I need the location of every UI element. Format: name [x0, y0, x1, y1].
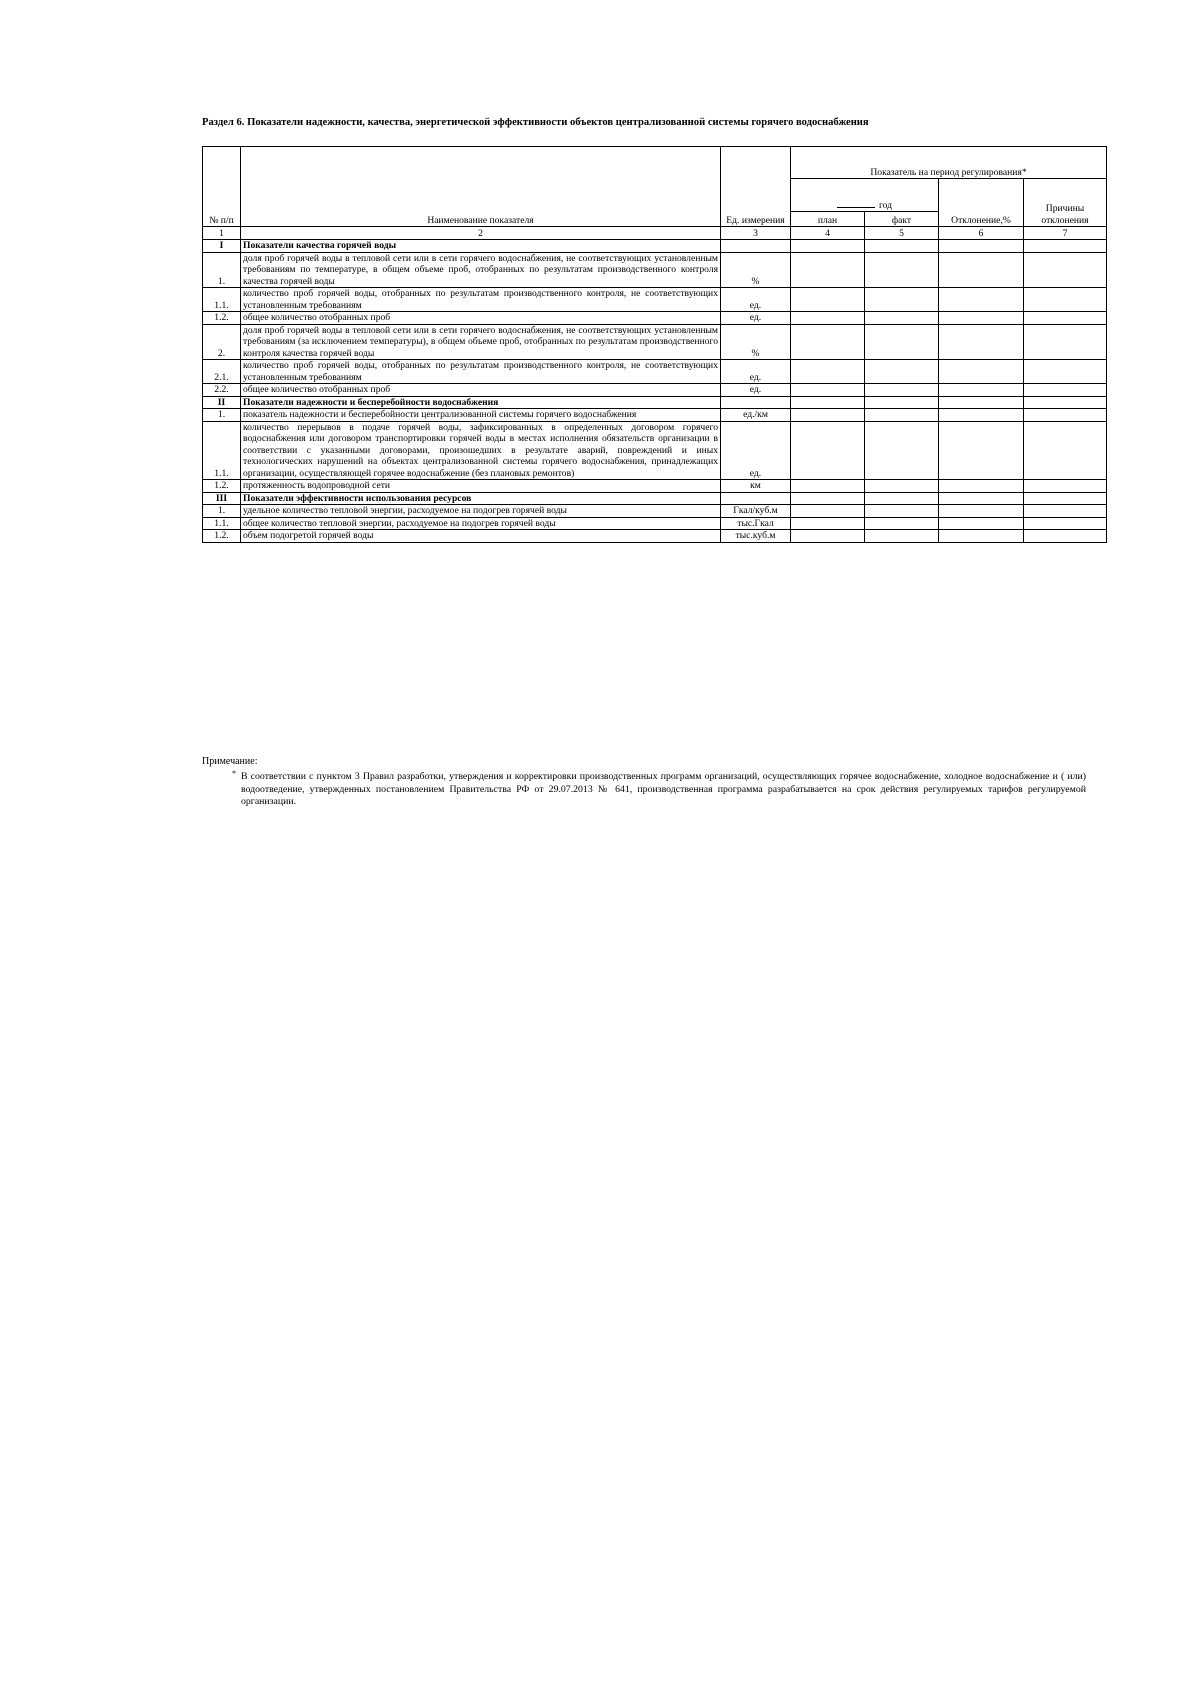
indicator-name: показатель надежности и бесперебойности централизованной системы горячего водоснабжения [241, 409, 721, 422]
note-body: В соответствии с пунктом 3 Правил разработки, утверждения и корректировки производственных программ организаций, осуществляющих горячее водоснабжение, холодное водоснабжение и ( или) водоотведение, утвержденных постановлением Правительства РФ от 29.07.2013 № 641, производственная программа разрабатывается на срок действия регулируемых тарифов регулируемой организации. [241, 771, 1086, 808]
fact-cell [865, 409, 939, 422]
unit-cell [721, 240, 791, 253]
row-number: 2.1. [203, 360, 241, 384]
deviation-cell [939, 396, 1024, 409]
unit-cell: ед. [721, 421, 791, 480]
reason-cell [1024, 288, 1107, 312]
fact-cell [865, 421, 939, 480]
indicator-name: доля проб горячей воды в тепловой сети или в сети горячего водоснабжения, не соответствующих установленным требованиям (за исключением температуры), в общем объеме проб, отобранных по результатам производственного контроля качества горячей воды [241, 324, 721, 360]
plan-cell [791, 421, 865, 480]
reason-cell [1024, 396, 1107, 409]
section-title: Раздел 6. Показатели надежности, качества, энергетической эффективности объектов централизованной системы горячего водоснабжения [202, 117, 869, 128]
plan-cell [791, 324, 865, 360]
section-name: Показатели надежности и бесперебойности водоснабжения [241, 396, 721, 409]
deviation-cell [939, 240, 1024, 253]
table-row [203, 409, 1107, 422]
fact-cell [865, 396, 939, 409]
deviation-cell [939, 480, 1024, 493]
section-row [203, 396, 1107, 409]
header-row-1 [203, 147, 1107, 179]
reason-cell [1024, 240, 1107, 253]
section-row [203, 240, 1107, 253]
col-number: 4 [791, 227, 865, 240]
plan-cell [791, 252, 865, 288]
col-number: 5 [865, 227, 939, 240]
header-reasons: Причины отклонения [1024, 179, 1107, 227]
deviation-cell [939, 530, 1024, 543]
reason-cell [1024, 360, 1107, 384]
table-row [203, 324, 1107, 360]
table-row [203, 360, 1107, 384]
row-number: 1.2. [203, 312, 241, 325]
plan-cell [791, 396, 865, 409]
reason-cell [1024, 492, 1107, 505]
row-number: 1.1. [203, 421, 241, 480]
fact-cell [865, 517, 939, 530]
deviation-cell [939, 312, 1024, 325]
deviation-cell [939, 492, 1024, 505]
table-row [203, 517, 1107, 530]
row-number: 2.2. [203, 384, 241, 397]
indicator-name: удельное количество тепловой энергии, расходуемое на подогрев горячей воды [241, 505, 721, 518]
deviation-cell [939, 252, 1024, 288]
plan-cell [791, 480, 865, 493]
year-blank [837, 198, 875, 208]
reason-cell [1024, 312, 1107, 325]
col-number: 3 [721, 227, 791, 240]
reason-cell [1024, 252, 1107, 288]
row-number: 1. [203, 252, 241, 288]
fact-cell [865, 324, 939, 360]
deviation-cell [939, 288, 1024, 312]
reason-cell [1024, 517, 1107, 530]
plan-cell [791, 288, 865, 312]
deviation-cell [939, 517, 1024, 530]
col-number: 6 [939, 227, 1024, 240]
table-row [203, 288, 1107, 312]
unit-cell: тыс.Гкал [721, 517, 791, 530]
fact-cell [865, 288, 939, 312]
unit-cell [721, 396, 791, 409]
fact-cell [865, 492, 939, 505]
note-mark: * [232, 769, 236, 778]
plan-cell [791, 517, 865, 530]
unit-cell: ед. [721, 384, 791, 397]
row-number: 1.2. [203, 530, 241, 543]
header-year: год [878, 199, 893, 211]
indicator-name: количество проб горячей воды, отобранных по результатам производственного контроля, не соответствующих установленным требованиям [241, 288, 721, 312]
row-number: 1.1. [203, 288, 241, 312]
unit-cell [721, 492, 791, 505]
table-row [203, 505, 1107, 518]
plan-cell [791, 384, 865, 397]
indicators-table [202, 146, 1107, 543]
indicator-name: общее количество тепловой энергии, расходуемое на подогрев горячей воды [241, 517, 721, 530]
fact-cell [865, 480, 939, 493]
plan-cell [791, 530, 865, 543]
header-deviation: Отклонение,% [939, 179, 1024, 227]
header-num: № п/п [203, 147, 241, 227]
column-numbers-row [203, 227, 1107, 240]
table-row [203, 384, 1107, 397]
unit-cell: ед. [721, 360, 791, 384]
reason-cell [1024, 530, 1107, 543]
deviation-cell [939, 409, 1024, 422]
plan-cell [791, 312, 865, 325]
indicator-name: доля проб горячей воды в тепловой сети или в сети горячего водоснабжения, не соответствующих установленным требованиям по температуре, в общем объеме проб, отобранных по результатам производственного контроля качества горячей воды [241, 252, 721, 288]
indicator-name: объем подогретой горячей воды [241, 530, 721, 543]
table-row [203, 252, 1107, 288]
deviation-cell [939, 505, 1024, 518]
fact-cell [865, 505, 939, 518]
unit-cell: ед. [721, 312, 791, 325]
reason-cell [1024, 409, 1107, 422]
unit-cell: тыс.куб.м [721, 530, 791, 543]
col-number: 2 [241, 227, 721, 240]
row-number: 1.2. [203, 480, 241, 493]
indicator-name: общее количество отобранных проб [241, 312, 721, 325]
row-number: I [203, 240, 241, 253]
table-row [203, 530, 1107, 543]
section-row [203, 492, 1107, 505]
indicator-name: количество проб горячей воды, отобранных по результатам производственного контроля, не соответствующих установленным требованиям [241, 360, 721, 384]
reason-cell [1024, 421, 1107, 480]
indicator-name: протяженность водопроводной сети [241, 480, 721, 493]
unit-cell: ед. [721, 288, 791, 312]
fact-cell [865, 312, 939, 325]
row-number: II [203, 396, 241, 409]
fact-cell [865, 240, 939, 253]
reason-cell [1024, 505, 1107, 518]
fact-cell [865, 252, 939, 288]
plan-cell [791, 492, 865, 505]
table-row [203, 480, 1107, 493]
row-number: 2. [203, 324, 241, 360]
header-name: Наименование показателя [241, 147, 721, 227]
reason-cell [1024, 480, 1107, 493]
header-period: Показатель на период регулирования* [791, 147, 1107, 179]
header-unit: Ед. измерения [721, 147, 791, 227]
table-row [203, 312, 1107, 325]
unit-cell: ед./км [721, 409, 791, 422]
unit-cell: км [721, 480, 791, 493]
reason-cell [1024, 384, 1107, 397]
col-number: 1 [203, 227, 241, 240]
plan-cell [791, 505, 865, 518]
plan-cell [791, 240, 865, 253]
row-number: 1.1. [203, 517, 241, 530]
deviation-cell [939, 324, 1024, 360]
unit-cell: % [721, 252, 791, 288]
fact-cell [865, 384, 939, 397]
header-fact: факт [865, 212, 939, 227]
note-label: Примечание: [202, 756, 258, 767]
fact-cell [865, 530, 939, 543]
reason-cell [1024, 324, 1107, 360]
indicator-name: общее количество отобранных проб [241, 384, 721, 397]
note-text [232, 769, 1086, 809]
header-plan: план [791, 212, 865, 227]
deviation-cell [939, 360, 1024, 384]
col-number: 7 [1024, 227, 1107, 240]
unit-cell: Гкал/куб.м [721, 505, 791, 518]
header-year-cell [791, 179, 939, 212]
row-number: 1. [203, 409, 241, 422]
unit-cell: % [721, 324, 791, 360]
row-number: 1. [203, 505, 241, 518]
deviation-cell [939, 384, 1024, 397]
table-row [203, 421, 1107, 480]
section-name: Показатели эффективности использования ресурсов [241, 492, 721, 505]
section-name: Показатели качества горячей воды [241, 240, 721, 253]
plan-cell [791, 409, 865, 422]
fact-cell [865, 360, 939, 384]
deviation-cell [939, 421, 1024, 480]
row-number: III [203, 492, 241, 505]
plan-cell [791, 360, 865, 384]
indicator-name: количество перерывов в подаче горячей воды, зафиксированных в определенных договором горячего водоснабжения или договором транспортировки горячей воды в местах исполнения обязательств организации в соответствии с указанными договорами, произошедших в результате аварий, повреждений и иных технологических нарушений на объектах централизованной системы горячего водоснабжения, принадлежащих организации, осуществляющей горячее водоснабжение (без плановых ремонтов) [241, 421, 721, 480]
